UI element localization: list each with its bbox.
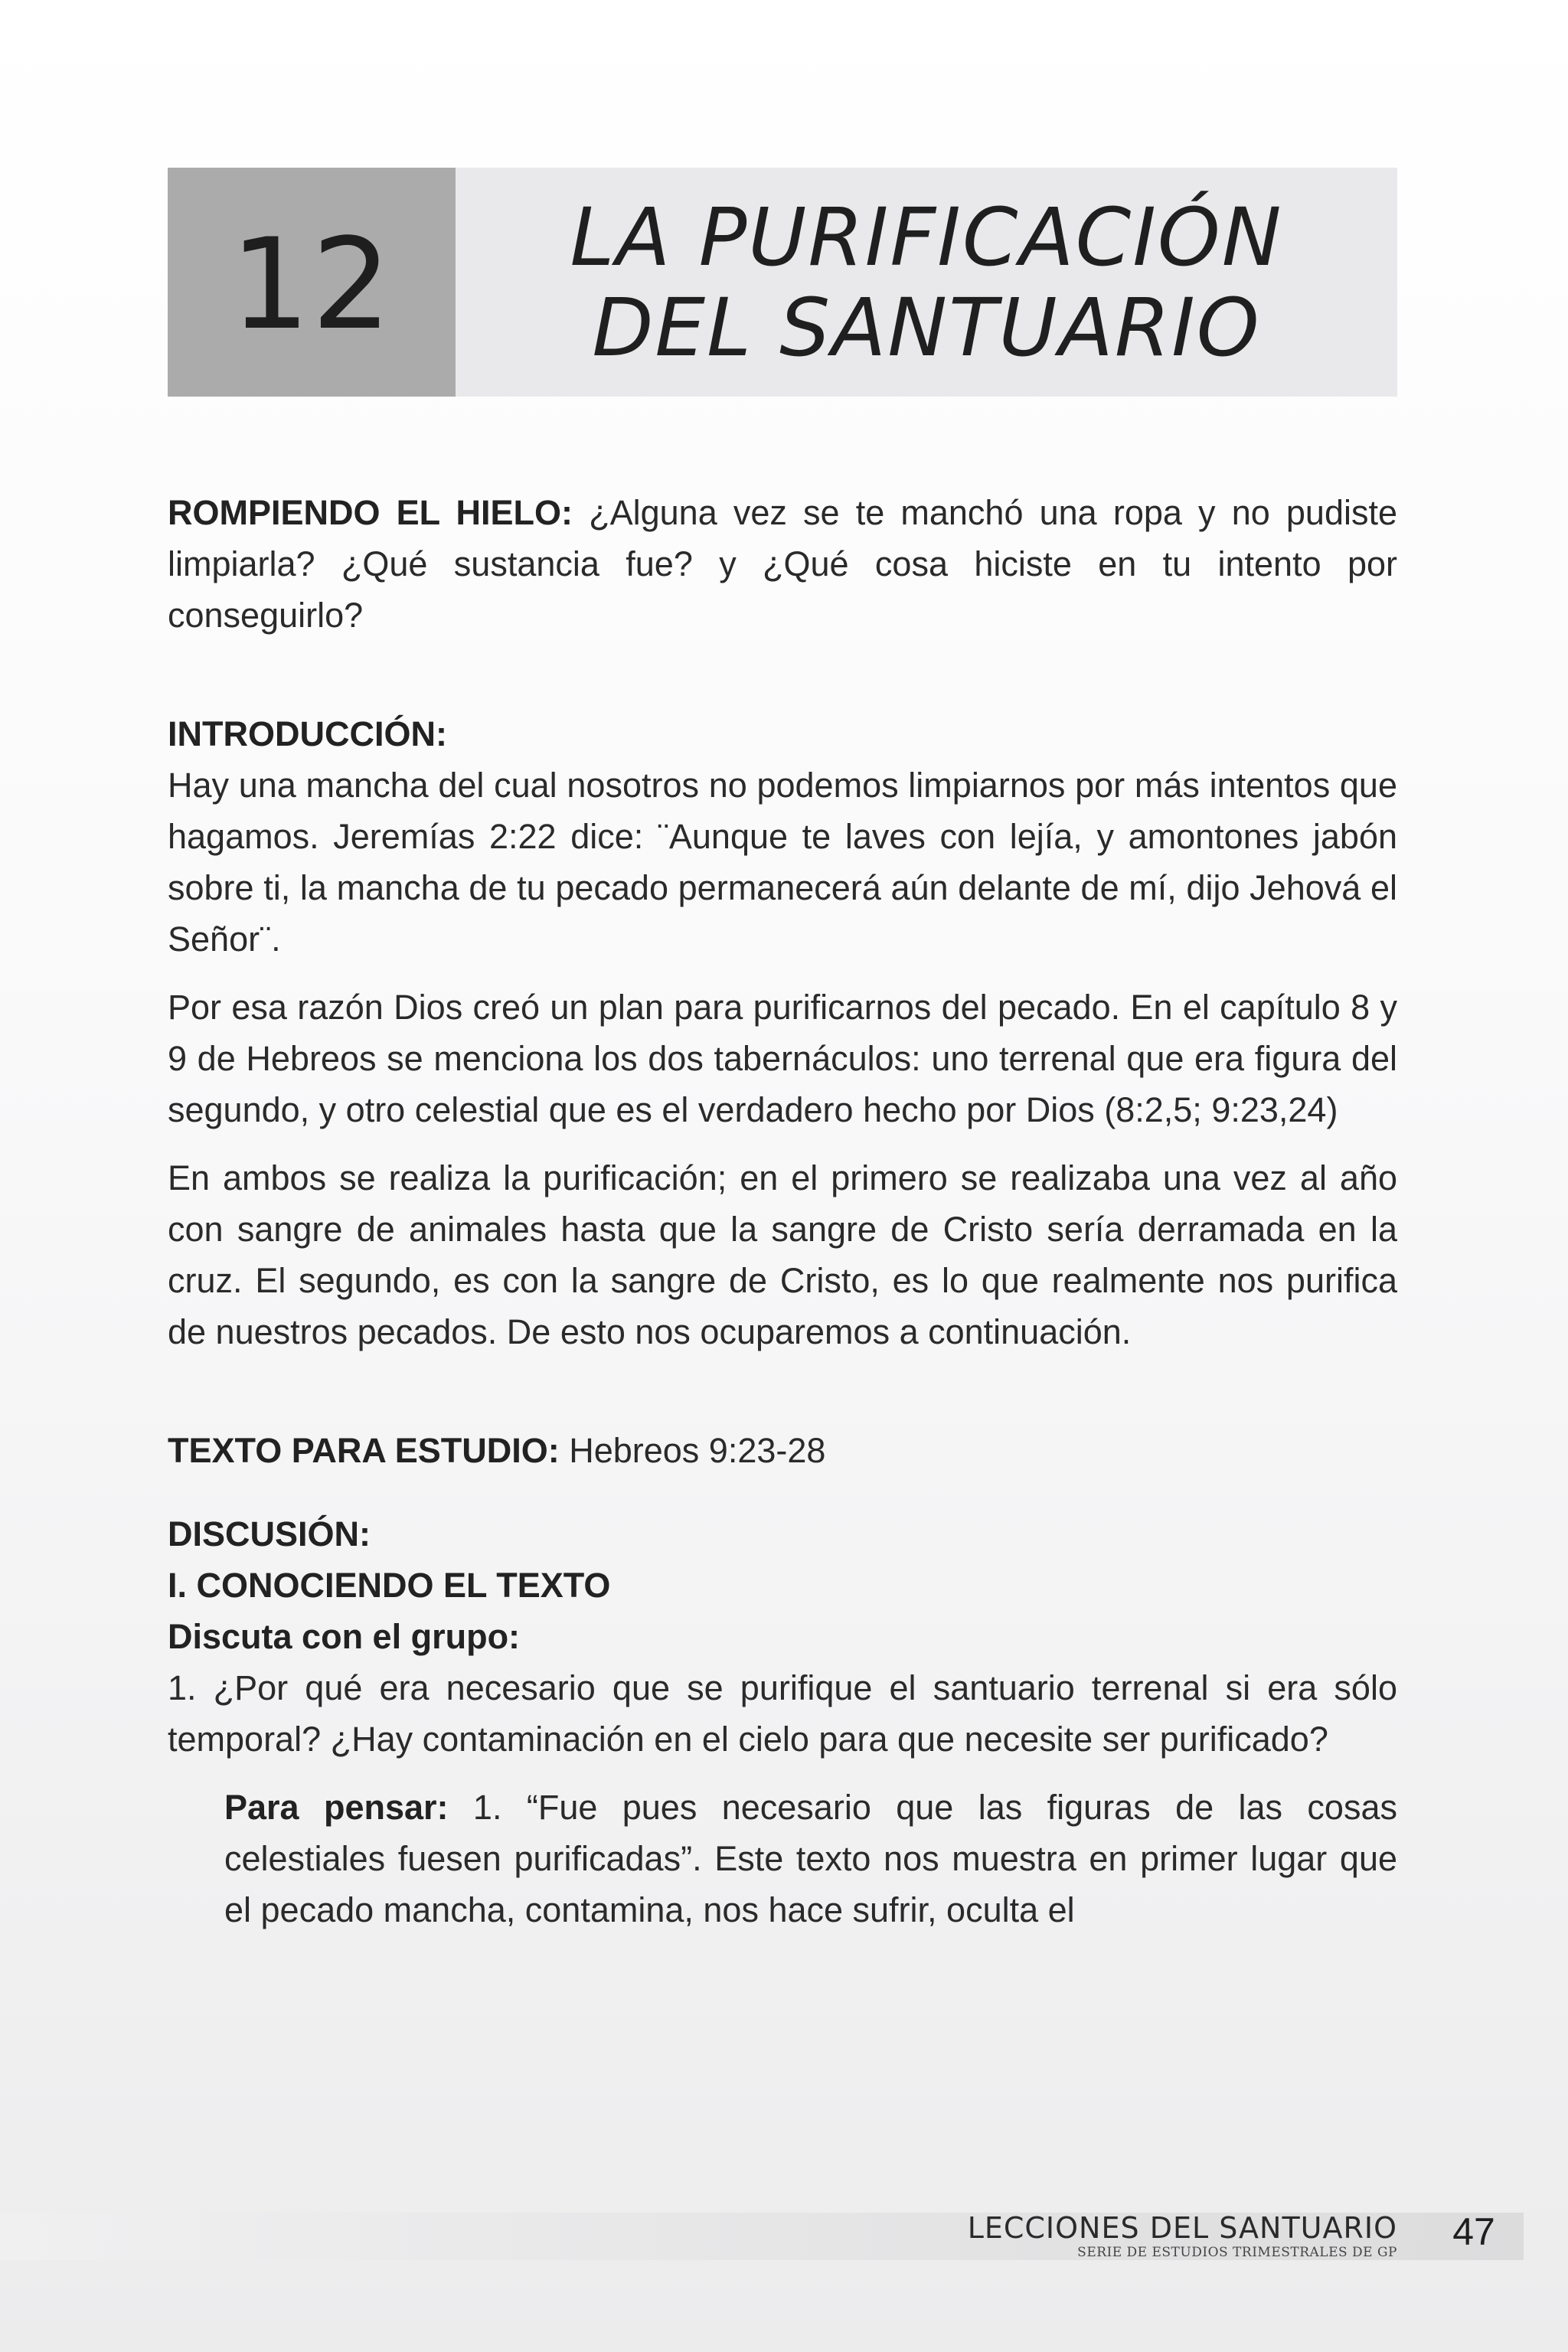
icebreaker-paragraph bbox=[168, 487, 1397, 641]
section-heading: I. CONOCIENDO EL TEXTO bbox=[168, 1566, 611, 1605]
chapter-title-line1: LA PURIFICACIÓN bbox=[570, 190, 1283, 284]
study-text bbox=[168, 1425, 1397, 1476]
page-number: 47 bbox=[1452, 2210, 1495, 2253]
chapter-title-box bbox=[456, 168, 1397, 397]
chapter-number-box bbox=[168, 168, 456, 397]
chapter-title-line2: DEL SANTUARIO bbox=[592, 280, 1261, 374]
intro-heading: INTRODUCCIÓN: bbox=[168, 714, 447, 753]
think-label: Para pensar: bbox=[224, 1788, 449, 1827]
icebreaker-label: ROMPIENDO EL HIELO: bbox=[168, 493, 573, 532]
intro-paragraph-3: En ambos se realiza la purificación; en el primero se realizaba una vez al año con sangre de animales hasta que la sangre de Cristo sería derramada en la cruz. El segundo, es con la sangre de Cristo, es lo que realmente nos purifica de nuestros pecados. De esto nos ocuparemos a continuación. bbox=[168, 1158, 1397, 1351]
intro-paragraph-1: Hay una mancha del cual nosotros no podemos limpiarnos por más intentos que hagamos. Jeremías 2:22 dice: ¨Aunque te laves con lejía, y amontones jabón sobre ti, la mancha de tu pecado permanecerá aún delante de mí, dijo Jehová el Señor¨. bbox=[168, 766, 1397, 959]
footer-series-subtitle: SERIE DE ESTUDIOS TRIMESTRALES DE GP bbox=[1077, 2245, 1397, 2260]
question-1: 1. ¿Por qué era necesario que se purifique el santuario terrenal si era sólo temporal? ¿Hay contaminación en el cielo para que necesite ser purificado? bbox=[168, 1668, 1397, 1759]
think-paragraph bbox=[168, 1782, 1397, 1936]
discussion-heading: DISCUSIÓN: bbox=[168, 1514, 371, 1553]
think-text: 1. “Fue pues necesario que las figuras de las cosas celestiales fuesen purificadas”. Este texto nos muestra en primer lugar que el pecado mancha, contamina, nos hace sufrir, oculta el bbox=[224, 1788, 1397, 1929]
study-text-value: Hebreos 9:23-28 bbox=[559, 1431, 826, 1470]
study-text-label: TEXTO PARA ESTUDIO: bbox=[168, 1431, 560, 1470]
chapter-number: 12 bbox=[230, 211, 394, 358]
chapter-header bbox=[168, 168, 1397, 397]
intro-paragraph-2: Por esa razón Dios creó un plan para purificarnos del pecado. En el capítulo 8 y 9 de Hebreos se menciona los dos tabernáculos: uno terrenal que era figura del segundo, y otro celestial que es el verdadero hecho por Dios (8:2,5; 9:23,24) bbox=[168, 988, 1397, 1129]
group-prompt: Discuta con el grupo: bbox=[168, 1617, 521, 1656]
icebreaker-text: ¿Alguna vez se te manchó una ropa y no pudiste limpiarla? ¿Qué sustancia fue? y ¿Qué cosa hiciste en tu intento por conseguirlo? bbox=[168, 493, 1397, 635]
footer-book-title: LECCIONES DEL SANTUARIO bbox=[967, 2211, 1397, 2245]
lesson-body bbox=[168, 487, 1397, 1936]
